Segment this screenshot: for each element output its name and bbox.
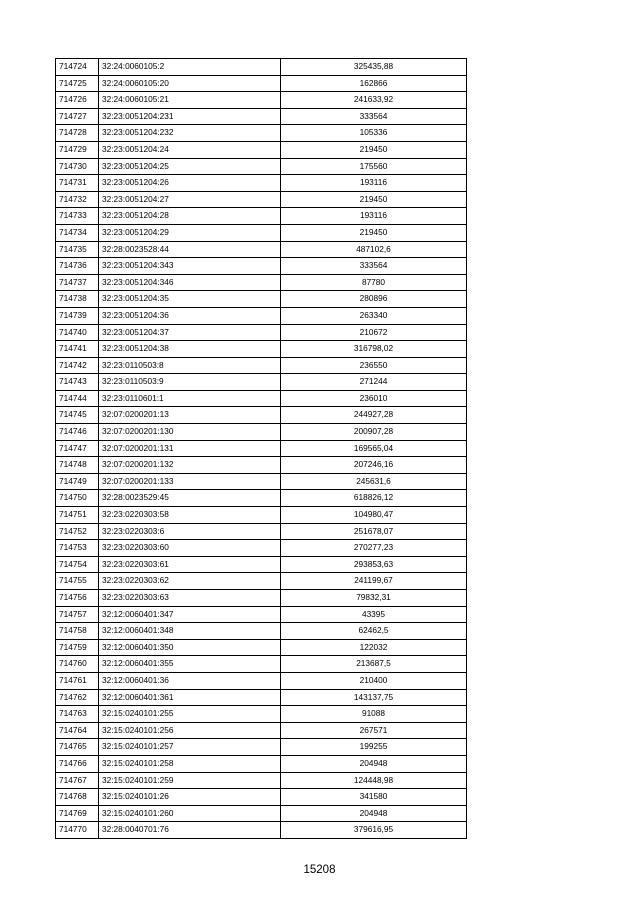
cadastral-number-cell: 32:23:0051204:346	[99, 274, 281, 291]
row-id-cell: 714736	[56, 258, 99, 275]
row-id-cell: 714733	[56, 208, 99, 225]
value-cell: 241199,67	[281, 573, 467, 590]
cadastral-number-cell: 32:23:0051204:35	[99, 291, 281, 308]
cadastral-number-cell: 32:15:0240101:259	[99, 772, 281, 789]
table-row	[56, 457, 467, 474]
table-row	[56, 755, 467, 772]
cadastral-number-cell: 32:23:0051204:27	[99, 191, 281, 208]
row-id-cell: 714763	[56, 706, 99, 723]
cadastral-number-cell: 32:07:0200201:13	[99, 407, 281, 424]
table-row	[56, 540, 467, 557]
value-cell: 193116	[281, 175, 467, 192]
cadastral-number-cell: 32:23:0051204:37	[99, 324, 281, 341]
value-cell: 91088	[281, 706, 467, 723]
table-row	[56, 424, 467, 441]
value-cell: 236010	[281, 390, 467, 407]
cadastral-number-cell: 32:23:0220303:6	[99, 523, 281, 540]
table-row	[56, 706, 467, 723]
value-cell: 379616,95	[281, 822, 467, 839]
table-row	[56, 672, 467, 689]
table-row	[56, 573, 467, 590]
value-cell: 280896	[281, 291, 467, 308]
cadastral-number-cell: 32:23:0051204:26	[99, 175, 281, 192]
value-cell: 219450	[281, 191, 467, 208]
row-id-cell: 714734	[56, 224, 99, 241]
table-row	[56, 490, 467, 507]
table-row	[56, 507, 467, 524]
cadastral-number-cell: 32:23:0051204:232	[99, 125, 281, 142]
table-row	[56, 175, 467, 192]
cadastral-number-cell: 32:23:0051204:28	[99, 208, 281, 225]
value-cell: 213687,5	[281, 656, 467, 673]
table-row	[56, 291, 467, 308]
value-cell: 618826,12	[281, 490, 467, 507]
cadastral-number-cell: 32:23:0220303:58	[99, 507, 281, 524]
cadastral-number-cell: 32:24:0060105:20	[99, 75, 281, 92]
table-row	[56, 307, 467, 324]
table-row	[56, 805, 467, 822]
value-cell: 210400	[281, 672, 467, 689]
table-row	[56, 274, 467, 291]
cadastral-number-cell: 32:28:0023529:45	[99, 490, 281, 507]
row-id-cell: 714732	[56, 191, 99, 208]
value-cell: 175560	[281, 158, 467, 175]
row-id-cell: 714764	[56, 722, 99, 739]
cadastral-number-cell: 32:12:0060401:355	[99, 656, 281, 673]
row-id-cell: 714767	[56, 772, 99, 789]
value-cell: 293853,63	[281, 556, 467, 573]
table-row	[56, 390, 467, 407]
cadastral-number-cell: 32:23:0110503:9	[99, 374, 281, 391]
row-id-cell: 714753	[56, 540, 99, 557]
row-id-cell: 714744	[56, 390, 99, 407]
value-cell: 200907,28	[281, 424, 467, 441]
table-row	[56, 623, 467, 640]
cadastral-number-cell: 32:23:0051204:25	[99, 158, 281, 175]
row-id-cell: 714752	[56, 523, 99, 540]
value-cell: 333564	[281, 258, 467, 275]
row-id-cell: 714755	[56, 573, 99, 590]
cadastral-number-cell: 32:23:0220303:62	[99, 573, 281, 590]
table-row	[56, 357, 467, 374]
value-cell: 244927,28	[281, 407, 467, 424]
value-cell: 341580	[281, 789, 467, 806]
table-row	[56, 374, 467, 391]
row-id-cell: 714729	[56, 141, 99, 158]
row-id-cell: 714769	[56, 805, 99, 822]
value-cell: 236550	[281, 357, 467, 374]
value-cell: 207246,16	[281, 457, 467, 474]
value-cell: 325435,88	[281, 59, 467, 76]
cadastral-number-cell: 32:15:0240101:255	[99, 706, 281, 723]
row-id-cell: 714731	[56, 175, 99, 192]
value-cell: 271244	[281, 374, 467, 391]
value-cell: 263340	[281, 307, 467, 324]
table-row	[56, 324, 467, 341]
cadastral-number-cell: 32:15:0240101:257	[99, 739, 281, 756]
table-row	[56, 108, 467, 125]
value-cell: 219450	[281, 141, 467, 158]
cadastral-number-cell: 32:12:0060401:350	[99, 639, 281, 656]
value-cell: 104980,47	[281, 507, 467, 524]
data-table	[55, 58, 467, 839]
row-id-cell: 714761	[56, 672, 99, 689]
table-row	[56, 473, 467, 490]
row-id-cell: 714726	[56, 92, 99, 109]
value-cell: 105336	[281, 125, 467, 142]
row-id-cell: 714747	[56, 440, 99, 457]
page-number: 15208	[303, 864, 336, 876]
row-id-cell: 714754	[56, 556, 99, 573]
table-row	[56, 789, 467, 806]
table-row	[56, 241, 467, 258]
row-id-cell: 714757	[56, 606, 99, 623]
value-cell: 204948	[281, 805, 467, 822]
value-cell: 316798,02	[281, 341, 467, 358]
table-row	[56, 59, 467, 76]
cadastral-number-cell: 32:23:0110503:8	[99, 357, 281, 374]
row-id-cell: 714727	[56, 108, 99, 125]
value-cell: 143137,75	[281, 689, 467, 706]
value-cell: 43395	[281, 606, 467, 623]
row-id-cell: 714742	[56, 357, 99, 374]
table-row	[56, 739, 467, 756]
table-row	[56, 92, 467, 109]
cadastral-number-cell: 32:23:0110601:1	[99, 390, 281, 407]
cadastral-number-cell: 32:15:0240101:256	[99, 722, 281, 739]
row-id-cell: 714762	[56, 689, 99, 706]
row-id-cell: 714737	[56, 274, 99, 291]
row-id-cell: 714749	[56, 473, 99, 490]
table-row	[56, 341, 467, 358]
cadastral-number-cell: 32:24:0060105:2	[99, 59, 281, 76]
row-id-cell: 714748	[56, 457, 99, 474]
cadastral-number-cell: 32:07:0200201:130	[99, 424, 281, 441]
row-id-cell: 714738	[56, 291, 99, 308]
row-id-cell: 714760	[56, 656, 99, 673]
table-row	[56, 141, 467, 158]
value-cell: 199255	[281, 739, 467, 756]
cadastral-number-cell: 32:23:0051204:38	[99, 341, 281, 358]
value-cell: 270277,23	[281, 540, 467, 557]
table-row	[56, 722, 467, 739]
value-cell: 245631,6	[281, 473, 467, 490]
cadastral-number-cell: 32:23:0220303:60	[99, 540, 281, 557]
cadastral-number-cell: 32:28:0023528:44	[99, 241, 281, 258]
value-cell: 241633,92	[281, 92, 467, 109]
row-id-cell: 714766	[56, 755, 99, 772]
table-row	[56, 191, 467, 208]
value-cell: 267571	[281, 722, 467, 739]
row-id-cell: 714739	[56, 307, 99, 324]
cadastral-number-cell: 32:28:0040701:76	[99, 822, 281, 839]
cadastral-number-cell: 32:23:0220303:63	[99, 590, 281, 607]
row-id-cell: 714730	[56, 158, 99, 175]
table-row	[56, 606, 467, 623]
cadastral-number-cell: 32:23:0220303:61	[99, 556, 281, 573]
table-row	[56, 258, 467, 275]
cadastral-number-cell: 32:23:0051204:343	[99, 258, 281, 275]
value-cell: 487102,6	[281, 241, 467, 258]
value-cell: 162866	[281, 75, 467, 92]
value-cell: 79832,31	[281, 590, 467, 607]
table-body	[56, 59, 467, 839]
table-row	[56, 407, 467, 424]
value-cell: 333564	[281, 108, 467, 125]
row-id-cell: 714735	[56, 241, 99, 258]
cadastral-number-cell: 32:23:0051204:29	[99, 224, 281, 241]
row-id-cell: 714750	[56, 490, 99, 507]
table-row	[56, 208, 467, 225]
row-id-cell: 714741	[56, 341, 99, 358]
table-row	[56, 689, 467, 706]
cadastral-number-cell: 32:12:0060401:347	[99, 606, 281, 623]
value-cell: 124448,98	[281, 772, 467, 789]
cadastral-number-cell: 32:23:0051204:231	[99, 108, 281, 125]
row-id-cell: 714724	[56, 59, 99, 76]
cadastral-number-cell: 32:12:0060401:361	[99, 689, 281, 706]
value-cell: 193116	[281, 208, 467, 225]
row-id-cell: 714740	[56, 324, 99, 341]
table-row	[56, 656, 467, 673]
table-row	[56, 75, 467, 92]
value-cell: 219450	[281, 224, 467, 241]
row-id-cell: 714751	[56, 507, 99, 524]
row-id-cell: 714768	[56, 789, 99, 806]
cadastral-number-cell: 32:23:0051204:36	[99, 307, 281, 324]
cadastral-number-cell: 32:07:0200201:131	[99, 440, 281, 457]
cadastral-number-cell: 32:24:0060105:21	[99, 92, 281, 109]
cadastral-number-cell: 32:12:0060401:36	[99, 672, 281, 689]
table-row	[56, 772, 467, 789]
table-row	[56, 822, 467, 839]
table-row	[56, 523, 467, 540]
table-row	[56, 125, 467, 142]
cadastral-number-cell: 32:12:0060401:348	[99, 623, 281, 640]
cadastral-number-cell: 32:23:0051204:24	[99, 141, 281, 158]
value-cell: 251678,07	[281, 523, 467, 540]
row-id-cell: 714759	[56, 639, 99, 656]
table-row	[56, 440, 467, 457]
row-id-cell: 714725	[56, 75, 99, 92]
table-row	[56, 224, 467, 241]
cadastral-number-cell: 32:07:0200201:132	[99, 457, 281, 474]
value-cell: 204948	[281, 755, 467, 772]
table-row	[56, 639, 467, 656]
table-row	[56, 590, 467, 607]
row-id-cell: 714745	[56, 407, 99, 424]
value-cell: 122032	[281, 639, 467, 656]
row-id-cell: 714756	[56, 590, 99, 607]
value-cell: 169565,04	[281, 440, 467, 457]
row-id-cell: 714746	[56, 424, 99, 441]
row-id-cell: 714765	[56, 739, 99, 756]
cadastral-number-cell: 32:15:0240101:26	[99, 789, 281, 806]
table-row	[56, 556, 467, 573]
row-id-cell: 714758	[56, 623, 99, 640]
cadastral-number-cell: 32:15:0240101:258	[99, 755, 281, 772]
row-id-cell: 714770	[56, 822, 99, 839]
value-cell: 87780	[281, 274, 467, 291]
cadastral-number-cell: 32:07:0200201:133	[99, 473, 281, 490]
value-cell: 62462,5	[281, 623, 467, 640]
value-cell: 210672	[281, 324, 467, 341]
row-id-cell: 714743	[56, 374, 99, 391]
row-id-cell: 714728	[56, 125, 99, 142]
table-row	[56, 158, 467, 175]
cadastral-number-cell: 32:15:0240101:260	[99, 805, 281, 822]
